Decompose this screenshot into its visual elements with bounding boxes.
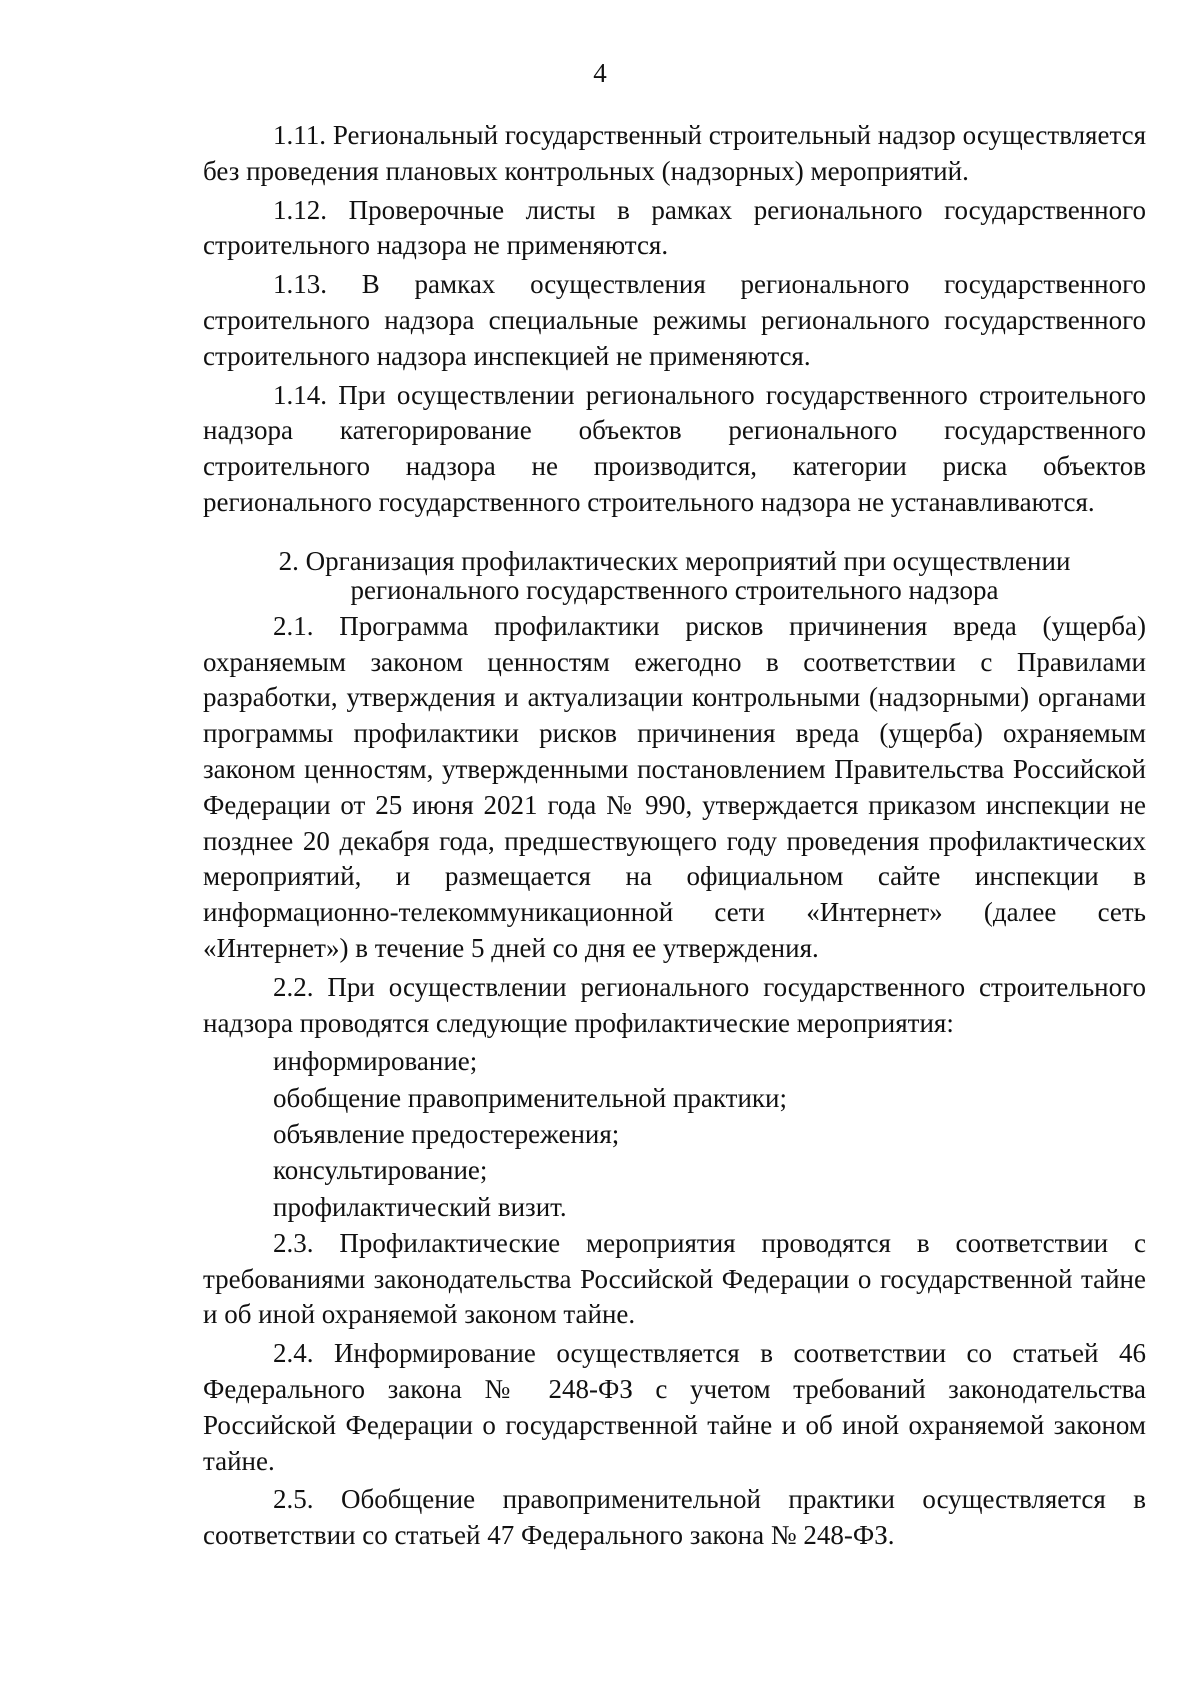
paragraph-2-1: 2.1. Программа профилактики рисков причинения вреда (ущерба) охраняемым законом ценностям ежегодно в соответствии с Правилами разработки, утверждения и актуализации контрольными (надзорными) органами программы профилактики рисков причинения вреда (ущерба) охраняемым законом ценностям, утвержденными постановлением Правительства Российской Федерации от 25 июня 2021 года № 990, утверждается приказом инспекции не позднее 20 декабря года, предшествующего году проведения профилактических мероприятий, и размещается на официальном сайте инспекции в информационно-телекоммуникационной сети «Интернет» (далее сеть «Интернет») в течение 5 дней со дня ее утверждения.	[203, 610, 1146, 963]
paragraph-2-4: 2.4. Информирование осуществляется в соответствии со статьей 46 Федерального закона № 248-ФЗ с учетом требований законодательства Российской Федерации о государственной тайне и об иной охраняемой законом тайне.	[203, 1338, 1146, 1476]
document-body	[203, 118, 1146, 1557]
page-number: 4	[593, 58, 607, 88]
measures-list	[203, 1044, 1146, 1225]
list-item: профилактический визит.	[273, 1191, 567, 1222]
paragraph-2-2: 2.2. При осуществлении регионального государственного строительного надзора проводятся следующие профилактические мероприятия:	[203, 971, 1146, 1038]
paragraph-1-12: 1.12. Проверочные листы в рамках регионального государственного строительного надзора не применяются.	[203, 194, 1146, 261]
section-2-heading-line-1: 2. Организация профилактических мероприятий при осуществлении	[278, 545, 1071, 576]
paragraph-1-14: 1.14. При осуществлении регионального государственного строительного надзора категорирование объектов регионального государственного строительного надзора не производится, категории риска объектов регионального государственного строительного надзора не устанавливаются.	[203, 379, 1146, 517]
list-item: информирование;	[273, 1046, 478, 1077]
section-2-heading-line-2: регионального государственного строительного надзора	[350, 574, 999, 605]
list-item: консультирование;	[273, 1155, 488, 1186]
section-2-heading	[203, 547, 1146, 605]
list-item: объявление предостережения;	[273, 1118, 620, 1149]
paragraph-2-3: 2.3. Профилактические мероприятия проводятся в соответствии с требованиями законодательства Российской Федерации о государственной тайне и об иной охраняемой законом тайне.	[203, 1227, 1146, 1330]
paragraph-1-13: 1.13. В рамках осуществления регионального государственного строительного надзора специальные режимы регионального государственного строительного надзора инспекцией не применяются.	[203, 269, 1146, 371]
paragraph-2-5: 2.5. Обобщение правоприменительной практики осуществляется в соответствии со статьей 47 Федерального закона № 248-ФЗ.	[203, 1484, 1146, 1551]
list-item: обобщение правоприменительной практики;	[273, 1082, 787, 1113]
paragraph-1-11: 1.11. Региональный государственный строительный надзор осуществляется без проведения плановых контрольных (надзорных) мероприятий.	[203, 120, 1146, 186]
